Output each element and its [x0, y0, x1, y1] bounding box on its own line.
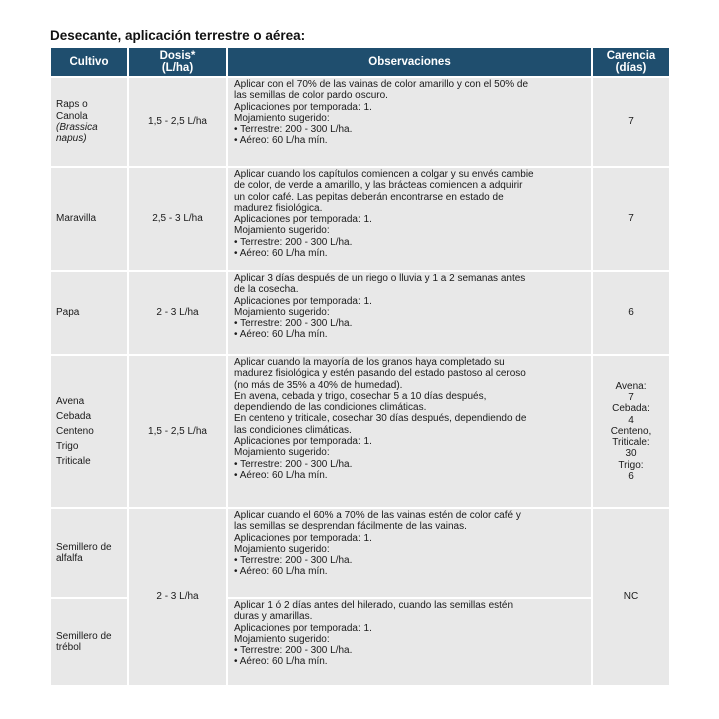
obs-line: Aplicaciones por temporada: 1.	[234, 436, 372, 448]
obs-line: Mojamiento sugerido:	[234, 543, 330, 555]
carencia-cell	[593, 78, 669, 166]
obs-line: • Aéreo: 60 L/ha mín.	[234, 566, 328, 578]
carencia-line: NC	[623, 591, 639, 603]
obs-line: las semillas se desprendan fácilmente de las vainas.	[234, 521, 467, 533]
carencia-line: 7	[628, 116, 634, 128]
carencia-cell	[593, 356, 669, 507]
obs-line: • Terrestre: 200 - 300 L/ha.	[234, 645, 353, 657]
carencia-line: 7	[628, 391, 634, 403]
table-row	[51, 272, 669, 354]
table-row	[51, 168, 669, 270]
crop-line: Semillero de	[56, 541, 112, 553]
crop-cell	[51, 168, 127, 270]
obs-line: Aplicar cuando la mayoría de los granos haya completado su	[234, 357, 505, 368]
obs-line: • Aéreo: 60 L/ha mín.	[234, 469, 328, 481]
carencia-line: 7	[628, 213, 634, 225]
observations-cell	[228, 168, 591, 270]
crop-line: Semillero de	[56, 630, 112, 642]
observations-cell	[228, 599, 591, 685]
obs-line: dependiendo de las condiciones climáticas.	[234, 402, 427, 414]
crop-cell	[51, 599, 127, 685]
crop-line-scientific: (Brassica	[56, 122, 98, 133]
obs-line: Aplicar 1 ó 2 días antes del hilerado, cuando las semillas estén	[234, 600, 514, 611]
carencia-line: 4	[628, 414, 634, 426]
crop-cell	[51, 509, 127, 597]
obs-line: Aplicar cuando el 60% a 70% de las vainas estén de color café y	[234, 510, 521, 521]
obs-line: Mojamiento sugerido:	[234, 112, 330, 124]
header-dosis-line-1: Dosis*	[159, 50, 196, 62]
table-row	[51, 78, 669, 166]
obs-line: • Aéreo: 60 L/ha mín.	[234, 135, 328, 147]
obs-line: • Terrestre: 200 - 300 L/ha.	[234, 124, 353, 136]
carencia-line: 6	[628, 307, 634, 319]
header-dosis	[129, 48, 226, 76]
carencia-cell-merged	[593, 509, 669, 685]
obs-line: Mojamiento sugerido:	[234, 306, 330, 318]
observations-cell	[228, 272, 591, 354]
obs-line: Aplicar cuando los capítulos comiencen a colgar y su envés cambie	[234, 169, 534, 180]
obs-line: En avena, cebada y trigo, cosechar 5 a 10 días después,	[234, 390, 487, 402]
obs-line: Aplicar con el 70% de las vainas de color amarillo y con el 50% de	[234, 79, 529, 90]
crop-line: Triticale	[56, 456, 91, 467]
obs-line: • Aéreo: 60 L/ha mín.	[234, 329, 328, 341]
obs-line: Aplicar 3 días después de un riego o lluvia y 1 a 2 semanas antes	[234, 273, 526, 284]
section-title: Desecante, aplicación terrestre o aérea:	[50, 28, 306, 43]
carencia-cell	[593, 168, 669, 270]
carencia-line: Trigo:	[618, 459, 644, 471]
obs-line: de color, de verde a amarillo, y las brácteas comiencen a adquirir	[234, 180, 523, 192]
header-observaciones: Observaciones	[228, 48, 591, 76]
header-carencia-line-1: Carencia	[606, 50, 656, 62]
obs-line: madurez fisiológica.	[234, 202, 323, 214]
obs-line: • Aéreo: 60 L/ha mín.	[234, 248, 328, 260]
crop-line: Maravilla	[56, 213, 97, 225]
crop-line: Trigo	[56, 441, 79, 452]
header-carencia	[593, 48, 669, 76]
header-row	[51, 48, 669, 76]
obs-line: (no más de 35% a 40% de humedad).	[234, 379, 403, 391]
carencia-line: Centeno,	[610, 425, 652, 437]
table-row	[51, 509, 669, 597]
obs-line: Aplicaciones por temporada: 1.	[234, 622, 372, 634]
obs-line: madurez fisiológica y estén pasando del estado pastoso al ceroso	[234, 368, 526, 380]
carencia-line: Triticale:	[612, 437, 650, 449]
crop-line-scientific: napus)	[56, 133, 87, 145]
obs-line: • Terrestre: 200 - 300 L/ha.	[234, 318, 353, 330]
crop-cell	[51, 78, 127, 166]
crop-line: trébol	[56, 642, 82, 653]
crop-line: Papa	[56, 307, 80, 319]
header-carencia-line-2: (días)	[615, 62, 647, 74]
obs-line: • Aéreo: 60 L/ha mín.	[234, 656, 328, 668]
obs-line: las semillas de color pardo oscuro.	[234, 90, 388, 102]
table-row	[51, 356, 669, 507]
obs-line: Aplicaciones por temporada: 1.	[234, 532, 372, 544]
dose-cell: 1,5 - 2,5 L/ha	[129, 356, 226, 507]
crop-line: Avena	[56, 396, 85, 407]
obs-line: • Terrestre: 200 - 300 L/ha.	[234, 555, 353, 567]
obs-line: Aplicaciones por temporada: 1.	[234, 101, 372, 113]
obs-line: Aplicaciones por temporada: 1.	[234, 295, 372, 307]
crop-line: Centeno	[56, 426, 94, 437]
obs-line: Mojamiento sugerido:	[234, 633, 330, 645]
crop-line: Raps o	[56, 99, 88, 111]
carencia-line: Cebada:	[612, 403, 650, 415]
dose-cell-merged: 2 - 3 L/ha	[129, 509, 226, 685]
obs-line: un color café. Las pepitas deberán encontrarse en estado de	[234, 191, 504, 203]
crop-cell	[51, 272, 127, 354]
carencia-line: Avena:	[615, 380, 647, 392]
obs-line: En centeno y triticale, cosechar 30 días después, dependiendo de	[234, 413, 527, 425]
obs-line: Mojamiento sugerido:	[234, 447, 330, 459]
dose-cell: 2,5 - 3 L/ha	[129, 168, 226, 270]
crop-line: alfalfa	[56, 553, 83, 564]
obs-line: • Terrestre: 200 - 300 L/ha.	[234, 236, 353, 248]
dose-cell: 2 - 3 L/ha	[129, 272, 226, 354]
header-cultivo: Cultivo	[51, 48, 127, 76]
observations-cell	[228, 356, 591, 507]
observations-cell	[228, 78, 591, 166]
carencia-cell	[593, 272, 669, 354]
obs-line: Aplicaciones por temporada: 1.	[234, 214, 372, 226]
obs-line: • Terrestre: 200 - 300 L/ha.	[234, 458, 353, 470]
obs-line: las condiciones climáticas.	[234, 424, 352, 436]
obs-line: Mojamiento sugerido:	[234, 225, 330, 237]
carencia-line: 6	[628, 471, 634, 483]
dosage-table	[49, 46, 671, 687]
header-dosis-line-2: (L/ha)	[161, 62, 194, 74]
carencia-line: 30	[625, 448, 637, 460]
obs-line: de la cosecha.	[234, 284, 299, 296]
dose-cell: 1,5 - 2,5 L/ha	[129, 78, 226, 166]
crop-cell	[51, 356, 127, 507]
crop-line: Canola	[56, 110, 88, 122]
crop-line: Cebada	[56, 411, 92, 422]
obs-line: duras y amarillas.	[234, 611, 313, 623]
observations-cell	[228, 509, 591, 597]
